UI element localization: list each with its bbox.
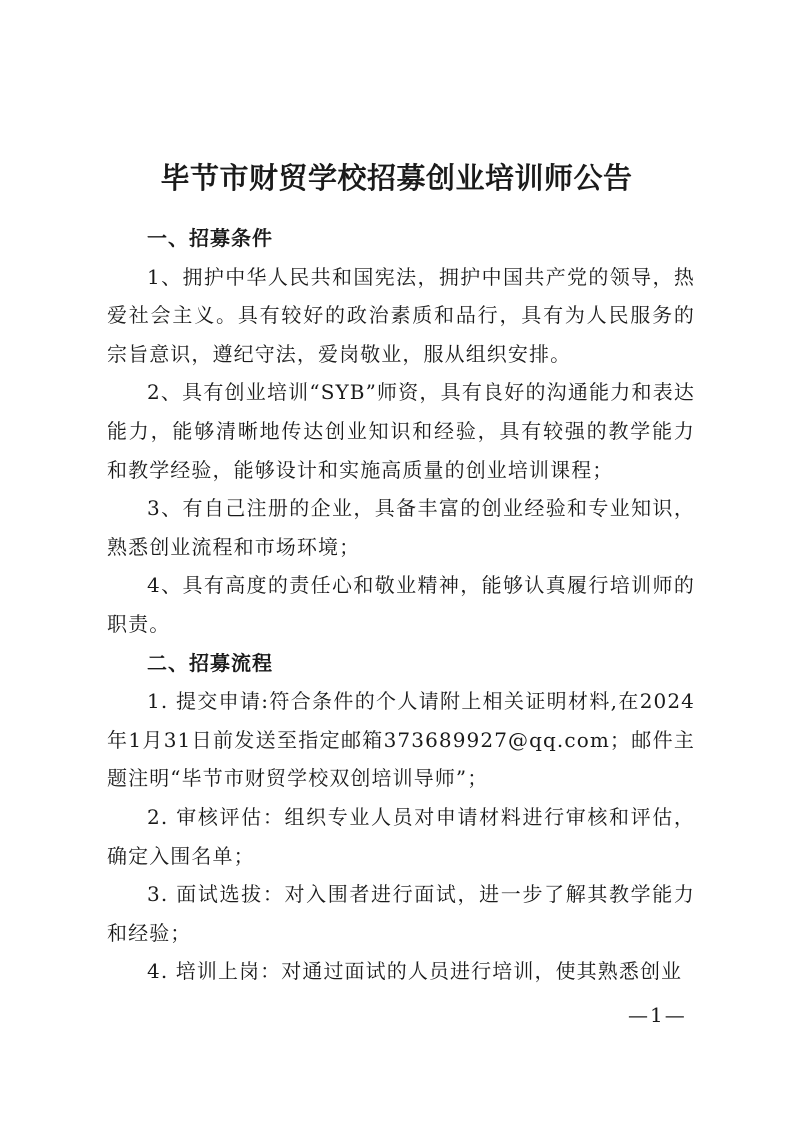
- process-item-3: 3. 面试选拔：对入围者进行面试，进一步了解其教学能力和经验；: [107, 882, 695, 945]
- section-heading-recruitment-conditions: 一、招募条件: [147, 226, 273, 250]
- condition-item-4: 4、具有高度的责任心和敬业精神，能够认真履行培训师的职责。: [107, 573, 695, 636]
- document-title: 毕节市财贸学校招募创业培训师公告: [160, 161, 633, 195]
- condition-item-2: 2、具有创业培训“SYB”师资，具有良好的沟通能力和表达能力，能够清晰地传达创业知识和经验，具有较强的教学能力和教学经验，能够设计和实施高质量的创业培训课程；: [107, 380, 695, 482]
- process-item-1: 1. 提交申请:符合条件的个人请附上相关证明材料,在2024年1月31日前发送至指定邮箱373689927@qq.com；邮件主题注明“毕节市财贸学校双创培训导师”；: [107, 689, 695, 791]
- condition-item-3: 3、有自己注册的企业，具备丰富的创业经验和专业知识，熟悉创业流程和市场环境；: [107, 496, 695, 559]
- page-number: —1—: [628, 1003, 687, 1027]
- section-heading-recruitment-process: 二、招募流程: [147, 650, 273, 675]
- document-body: [107, 219, 695, 991]
- process-item-2: 2. 审核评估：组织专业人员对申请材料进行审核和评估，确定入围名单；: [107, 804, 695, 868]
- condition-item-1: 1、拥护中华人民共和国宪法，拥护中国共产党的领导，热爱社会主义。具有较好的政治素质和品行，具有为人民服务的宗旨意识，遵纪守法，爱岗敬业，服从组织安排。: [107, 264, 695, 366]
- process-item-4: 4. 培训上岗：对通过面试的人员进行培训，使其熟悉创业: [147, 959, 683, 984]
